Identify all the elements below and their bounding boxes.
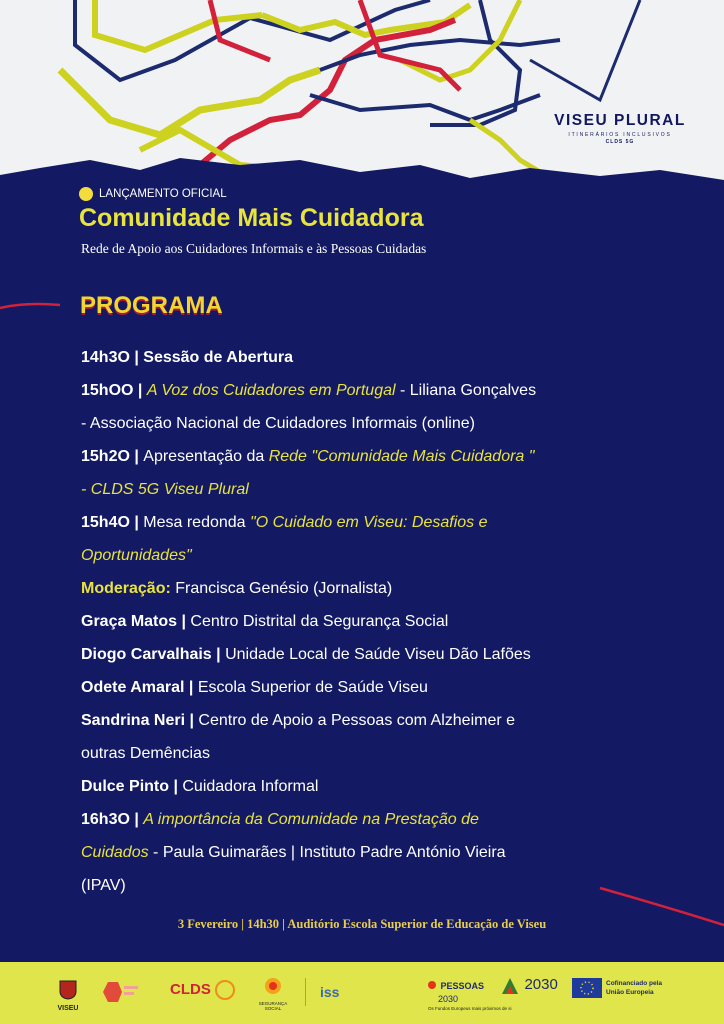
launch-label bbox=[79, 187, 227, 201]
launch-text: LANÇAMENTO OFICIAL bbox=[99, 188, 227, 200]
municipio-logo bbox=[52, 980, 84, 1012]
program-row-rest: Francisca Genésio (Jornalista) bbox=[170, 580, 393, 597]
program-row-rest: Escola Superior de Saúde Viseu bbox=[197, 679, 428, 696]
program-row-rest: Mesa redonda bbox=[143, 514, 251, 531]
program-row-ital: - CLDS 5G Viseu Plural bbox=[81, 481, 249, 498]
eu-text-1: Cofinanciado pela bbox=[606, 980, 662, 987]
municipio-text: VISEU bbox=[57, 1005, 79, 1012]
event-subtitle: Rede de Apoio aos Cuidadores Informais e às Pessoas Cuidadas bbox=[81, 241, 427, 256]
program-row-bold: 16h3O | bbox=[81, 811, 144, 828]
yellow-dot-icon bbox=[79, 187, 93, 201]
event-details: 3 Fevereiro | 14h30 | Auditório Escola Superior de Educação de Viseu bbox=[177, 917, 547, 931]
brand-tagline: ITINERÁRIOS INCLUSIVOS bbox=[568, 132, 672, 138]
program-row bbox=[81, 506, 681, 539]
eu-logo bbox=[572, 978, 662, 998]
program-row-rest: Cuidadora Informal bbox=[182, 778, 319, 795]
pessoas-dot-icon bbox=[428, 981, 436, 989]
program-row bbox=[81, 341, 681, 374]
sponsor-bar bbox=[0, 962, 724, 1024]
program-row-rest: - Associação Nacional de Cuidadores Informais (online) bbox=[81, 415, 475, 432]
program-row bbox=[81, 539, 681, 572]
program-row-rest: (IPAV) bbox=[81, 877, 126, 894]
eu-flag-icon bbox=[572, 978, 602, 998]
program-row-rest: Apresentação da bbox=[143, 448, 269, 465]
seguranca-icon bbox=[260, 976, 286, 996]
program-row bbox=[81, 638, 681, 671]
viseu-plural-logo bbox=[545, 112, 695, 145]
program-row-bold: Graça Matos | bbox=[81, 613, 191, 630]
program-heading: PROGRAMA bbox=[80, 292, 223, 319]
program-row-ital: A importância da Comunidade na Prestação de bbox=[143, 811, 479, 828]
program-row bbox=[81, 407, 681, 440]
portugal-icon bbox=[500, 976, 520, 996]
event-title: Comunidade Mais Cuidadora bbox=[79, 204, 424, 232]
program-row bbox=[81, 671, 681, 704]
program-row bbox=[81, 704, 681, 737]
program-row-rest: outras Demências bbox=[81, 745, 210, 762]
program-row bbox=[81, 605, 681, 638]
program-row-bold: 15h4O | bbox=[81, 514, 144, 531]
eu-text-2: União Europeia bbox=[606, 989, 654, 996]
program-row bbox=[81, 473, 681, 506]
program-list bbox=[81, 341, 681, 902]
clds-logo bbox=[170, 980, 235, 1000]
pessoas-year: 2030 bbox=[438, 994, 459, 1004]
pessoas-logo bbox=[428, 976, 484, 1004]
program-row-rest: Unidade Local de Saúde Viseu Dão Lafões bbox=[225, 646, 531, 663]
iss-logo bbox=[318, 980, 346, 1009]
portugal-text: 2030 bbox=[524, 976, 558, 993]
portugal2030-logo bbox=[500, 976, 558, 1001]
program-row bbox=[81, 374, 681, 407]
brand-sub: CLDS 5G bbox=[605, 139, 635, 145]
program-row-bold: Odete Amaral | bbox=[81, 679, 198, 696]
seguranca-text: SEGURANÇA SOCIAL bbox=[258, 1001, 288, 1011]
program-row bbox=[81, 440, 681, 473]
partner-icon bbox=[100, 978, 140, 1006]
program-row-bold: 15h2O | bbox=[81, 448, 144, 465]
program-row bbox=[81, 572, 681, 605]
program-row-rest: Centro de Apoio a Pessoas com Alzheimer e bbox=[198, 712, 516, 729]
program-row-rest: Centro Distrital da Segurança Social bbox=[190, 613, 449, 630]
program-row-rest: - Liliana Gonçalves bbox=[395, 382, 537, 399]
divider bbox=[305, 978, 306, 1006]
program-row bbox=[81, 803, 681, 836]
program-row-ital2: Rede bbox=[268, 448, 312, 465]
program-row-ital: A Voz dos Cuidadores em Portugal bbox=[146, 382, 396, 399]
program-row-ital: "Comunidade Mais Cuidadora " bbox=[311, 448, 535, 465]
program-row-ital: Oportunidades" bbox=[81, 547, 192, 564]
program-row-ybold: Moderação: bbox=[81, 580, 171, 597]
iss-icon bbox=[318, 980, 346, 1004]
shield-icon bbox=[59, 980, 77, 1000]
partner-logo bbox=[100, 978, 140, 1011]
program-row-ital: "O Cuidado em Viseu: Desafios e bbox=[250, 514, 488, 531]
program-row-rest: - Paula Guimarães | Instituto Padre António Vieira bbox=[148, 844, 506, 861]
clds-text: CLDS bbox=[170, 981, 211, 999]
seguranca-logo bbox=[253, 976, 293, 1011]
program-row-bold: Sandrina Neri | bbox=[81, 712, 199, 729]
program-row-bold: 14h3O | Sessão de Abertura bbox=[81, 349, 293, 366]
program-row bbox=[81, 737, 681, 770]
clds-circle-icon bbox=[215, 980, 235, 1000]
program-row-bold: 15hOO | bbox=[81, 382, 147, 399]
program-row-bold: Dulce Pinto | bbox=[81, 778, 183, 795]
program-row bbox=[81, 770, 681, 803]
program-row bbox=[81, 836, 681, 869]
svg-text:iss: iss bbox=[320, 984, 340, 1000]
program-row-ital: Cuidados bbox=[81, 844, 149, 861]
program-row-bold: Diogo Carvalhais | bbox=[81, 646, 226, 663]
pessoas-text: PESSOAS bbox=[440, 981, 484, 991]
program-row bbox=[81, 869, 681, 902]
brand-name: VISEU PLURAL bbox=[554, 112, 686, 129]
funds-note: Os Fundos Europeus mais próximos de si bbox=[428, 1006, 512, 1011]
